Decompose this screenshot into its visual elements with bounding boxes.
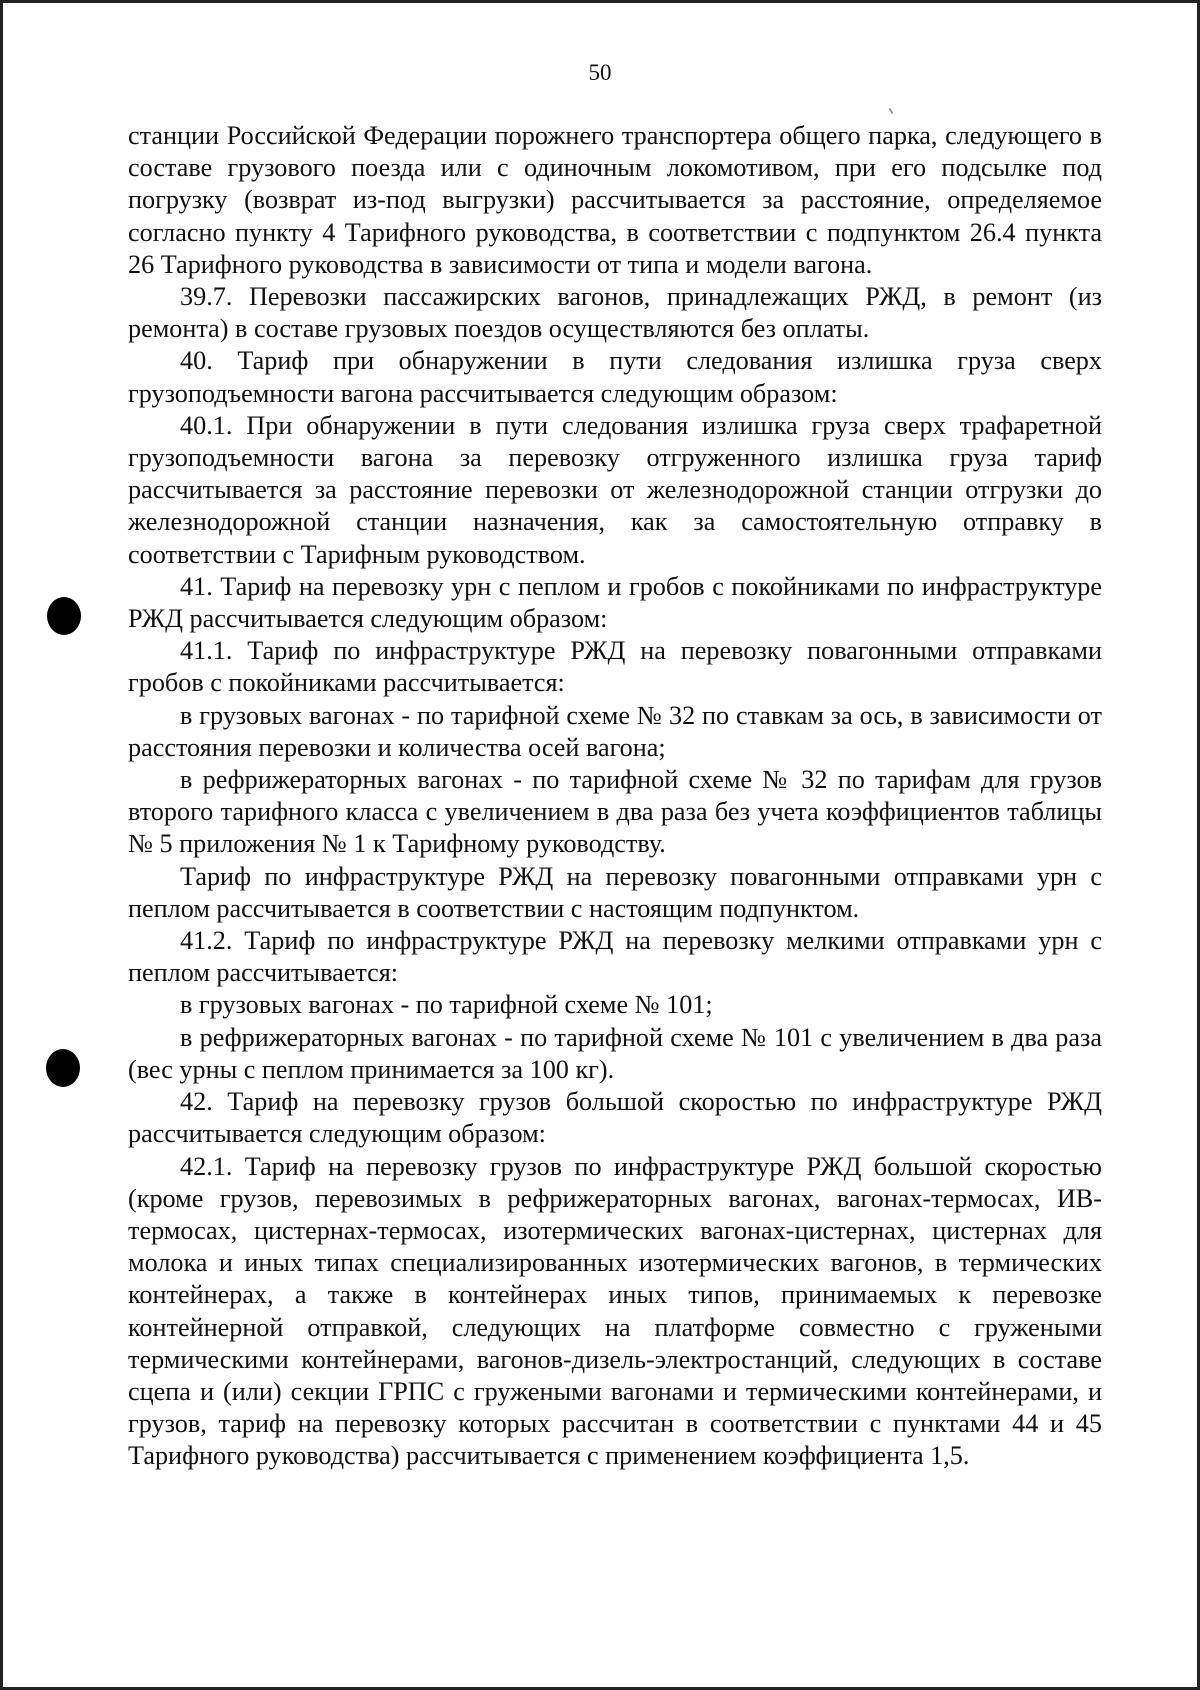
paragraph-41-1-urns: Тариф по инфраструктуре РЖД на перевозку повагонными отправками урн с пеплом рассчитывается в соответствии с настоящим подпунктом. bbox=[128, 861, 1102, 923]
paragraph-40-1: 40.1. При обнаружении в пути следования излишка груза сверх трафаретной грузоподъемности вагона за перевозку отгруженного излишка груза тариф рассчитывается за расстояние перевозки от железнодорожной станции отгрузки до железнодорожной станции назначения, как за самостоятельную отправку в соответствии с Тарифным руководством. bbox=[128, 410, 1102, 569]
paragraph-41-1-freight: в грузовых вагонах - по тарифной схеме № 32 по ставкам за ось, в зависимости от расстояния перевозки и количества осей вагона; bbox=[128, 700, 1102, 762]
paragraph-41-2: 41.2. Тариф по инфраструктуре РЖД на перевозку мелкими отправками урн с пеплом рассчитывается: bbox=[128, 926, 1102, 988]
paragraph-39-7: 39.7. Перевозки пассажирских вагонов, принадлежащих РЖД, в ремонт (из ремонта) в составе грузовых поездов осуществляются без оплаты. bbox=[128, 282, 1102, 344]
paragraph-40: 40. Тариф при обнаружении в пути следования излишка груза сверх грузоподъемности вагона рассчитывается следующим образом: bbox=[128, 346, 1102, 408]
paragraph-41-2-refrigerator: в рефрижераторных вагонах - по тарифной схеме № 101 с увеличением в два раза (вес урны с пеплом принимается за 100 кг). bbox=[128, 1022, 1102, 1084]
binder-hole bbox=[46, 1049, 80, 1087]
paragraph-41-2-freight: в грузовых вагонах - по тарифной схеме № 101; bbox=[180, 990, 713, 1020]
paragraph-42-1: 42.1. Тариф на перевозку грузов по инфраструктуре РЖД большой скоростью (кроме грузов, перевозимых в рефрижераторных вагонах, вагонах-термосах, ИВ-термосах, цистернах-термосах, изотермических вагонах-цистернах, цистернах для молока и иных типах специализированных изотермических вагонов, в термических контейнерах, а также в контейнерах иных типов, принимаемых к перевозке контейнерной отправкой, следующих на платформе совместно с гружеными термическими контейнерами, вагонов-дизель-электростанций, следующих в составе сцепа и (или) секции ГРПС с гружеными вагонами и термическими контейнерами, и грузов, тариф на перевозку которых рассчитан в соответствии с пунктами 44 и 45 Тарифного руководства) рассчитывается с применением коэффициента 1,5. bbox=[128, 1151, 1102, 1471]
paragraph-41-1: 41.1. Тариф по инфраструктуре РЖД на перевозку повагонными отправками гробов с покойниками рассчитывается: bbox=[128, 636, 1102, 698]
paragraph-42: 42. Тариф на перевозку грузов большой скоростью по инфраструктуре РЖД рассчитывается следующим образом: bbox=[128, 1087, 1102, 1149]
scan-speck bbox=[889, 108, 894, 114]
paragraph-41-1-refrigerator: в рефрижераторных вагонах - по тарифной схеме № 32 по тарифам для грузов второго тарифного класса с увеличением в два раза без учета коэффициентов таблицы № 5 приложения № 1 к Тарифному руководству. bbox=[128, 765, 1102, 859]
binder-hole bbox=[47, 597, 81, 635]
paragraph-41: 41. Тариф на перевозку урн с пеплом и гробов с покойниками по инфраструктуре РЖД рассчитывается следующим образом: bbox=[128, 571, 1102, 634]
document-body bbox=[128, 120, 1102, 1473]
paragraph-continuation: станции Российской Федерации порожнего транспортера общего парка, следующего в составе грузового поезда или с одиночным локомотивом, при его подсылке под погрузку (возврат из-под выгрузки) рассчитывается за расстояние, определяемое согласно пункту 4 Тарифного руководства, в соответствии с подпунктом 26.4 пункта 26 Тарифного руководства в зависимости от типа и модели вагона. bbox=[128, 121, 1102, 279]
page-number: 50 bbox=[588, 60, 612, 85]
